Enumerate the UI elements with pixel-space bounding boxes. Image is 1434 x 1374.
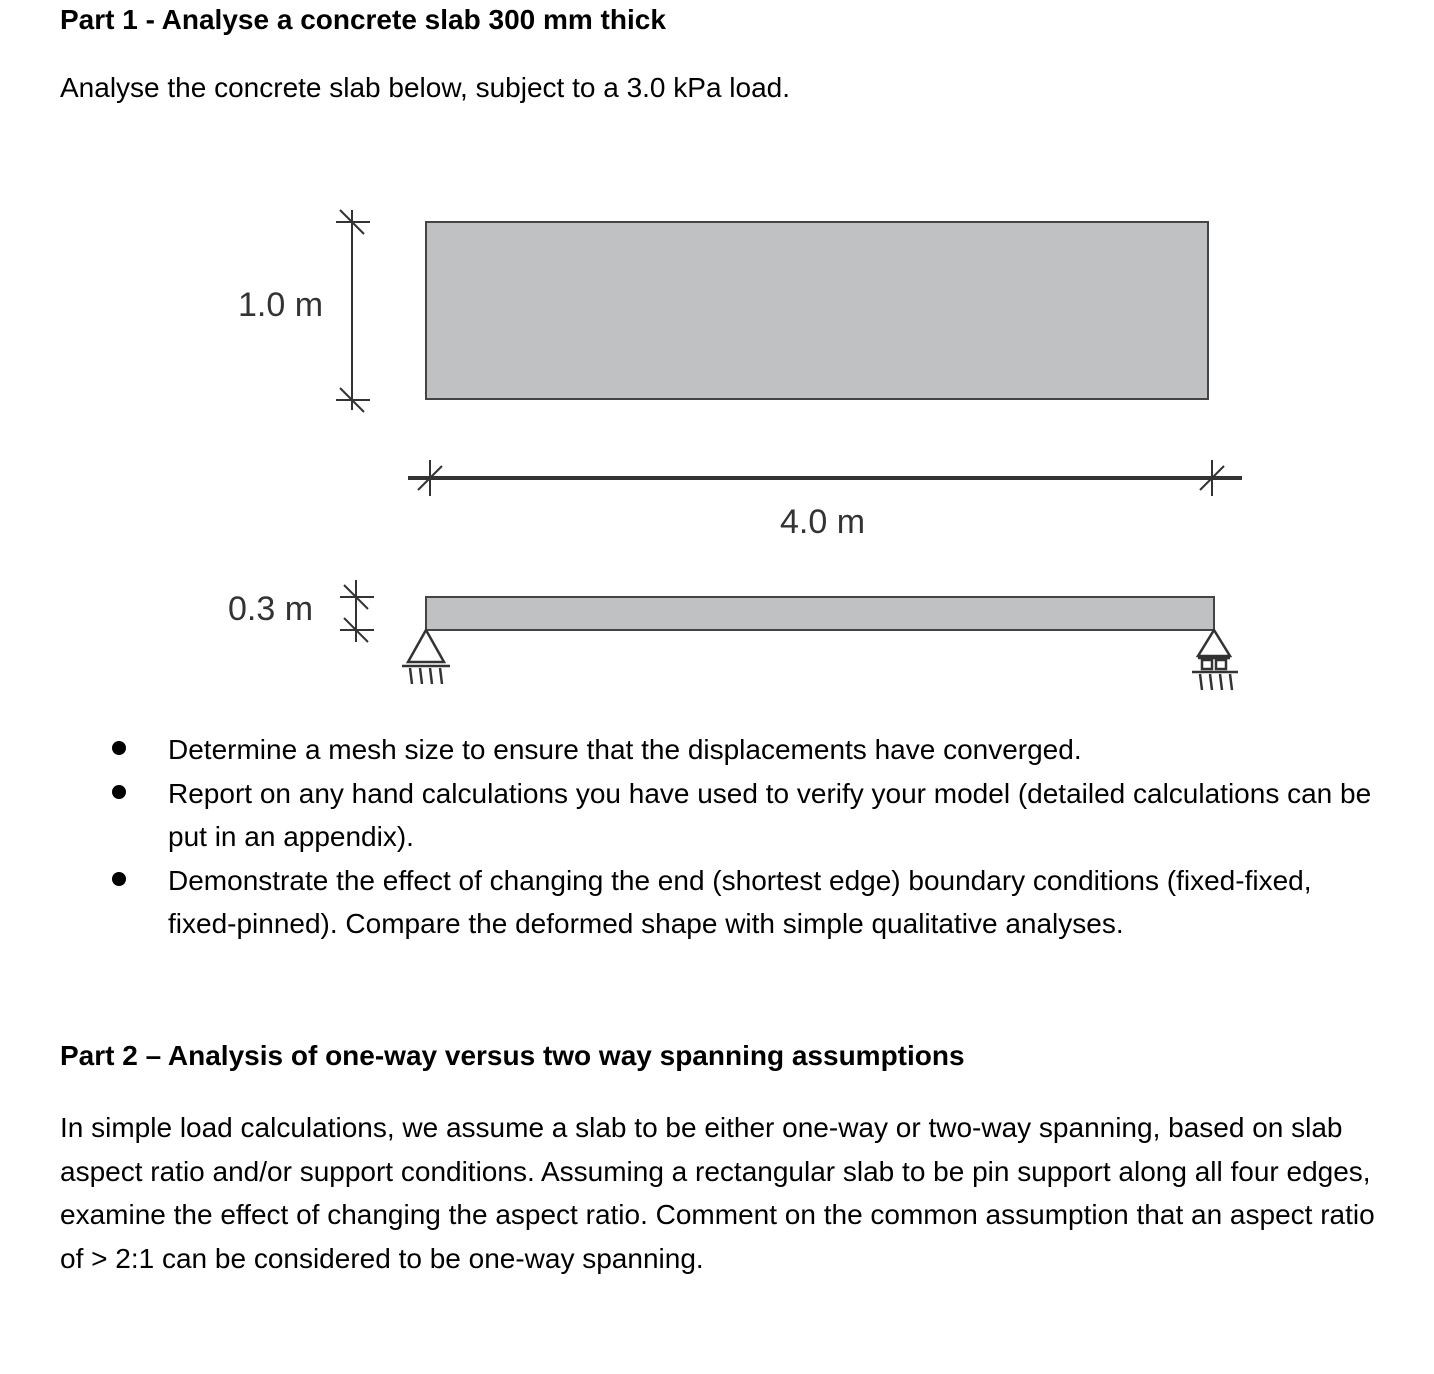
bullet-text: Determine a mesh size to ensure that the displacements have converged. bbox=[168, 734, 1082, 765]
part2-heading: Part 2 – Analysis of one-way versus two way spanning assumptions bbox=[60, 1040, 965, 1071]
slab-elevation-view bbox=[426, 597, 1214, 630]
slab-plan-view bbox=[426, 222, 1208, 399]
width-label: 1.0 m bbox=[238, 286, 324, 324]
part1-heading: Part 1 - Analyse a concrete slab 300 mm thick bbox=[60, 4, 666, 35]
width-dimension bbox=[336, 210, 370, 412]
length-label: 4.0 m bbox=[780, 503, 866, 541]
bullet-icon bbox=[112, 872, 126, 886]
list-item bbox=[60, 859, 1380, 945]
part1-intro: Analyse the concrete slab below, subject to a 3.0 kPa load. bbox=[60, 72, 791, 103]
part2-paragraph: In simple load calculations, we assume a slab to be either one-way or two-way spanning, based on slab aspect ratio and/or support conditions. Assuming a rectangular slab to be pin support along all four edges, examine the effect of changing the aspect ratio. Comment on the common assumption that an aspect ratio of > 2:1 can be considered to be one-way spanning. bbox=[60, 1112, 1375, 1274]
length-dimension bbox=[408, 460, 1242, 496]
list-item bbox=[60, 728, 1380, 771]
thickness-label: 0.3 m bbox=[228, 590, 314, 628]
task-list bbox=[60, 728, 1380, 946]
bullet-icon bbox=[112, 785, 126, 799]
bullet-text: Demonstrate the effect of changing the end (shortest edge) boundary conditions (fixed-fixed, fixed-pinned). Compare the deformed shape with simple qualitative analyses. bbox=[168, 865, 1312, 939]
thickness-dimension bbox=[340, 580, 374, 642]
pin-support-icon bbox=[402, 630, 450, 684]
roller-support-icon bbox=[1192, 630, 1238, 690]
list-item bbox=[60, 772, 1380, 858]
bullet-icon bbox=[112, 741, 126, 755]
bullet-text: Report on any hand calculations you have used to verify your model (detailed calculations can be put in an appendix). bbox=[168, 778, 1372, 852]
